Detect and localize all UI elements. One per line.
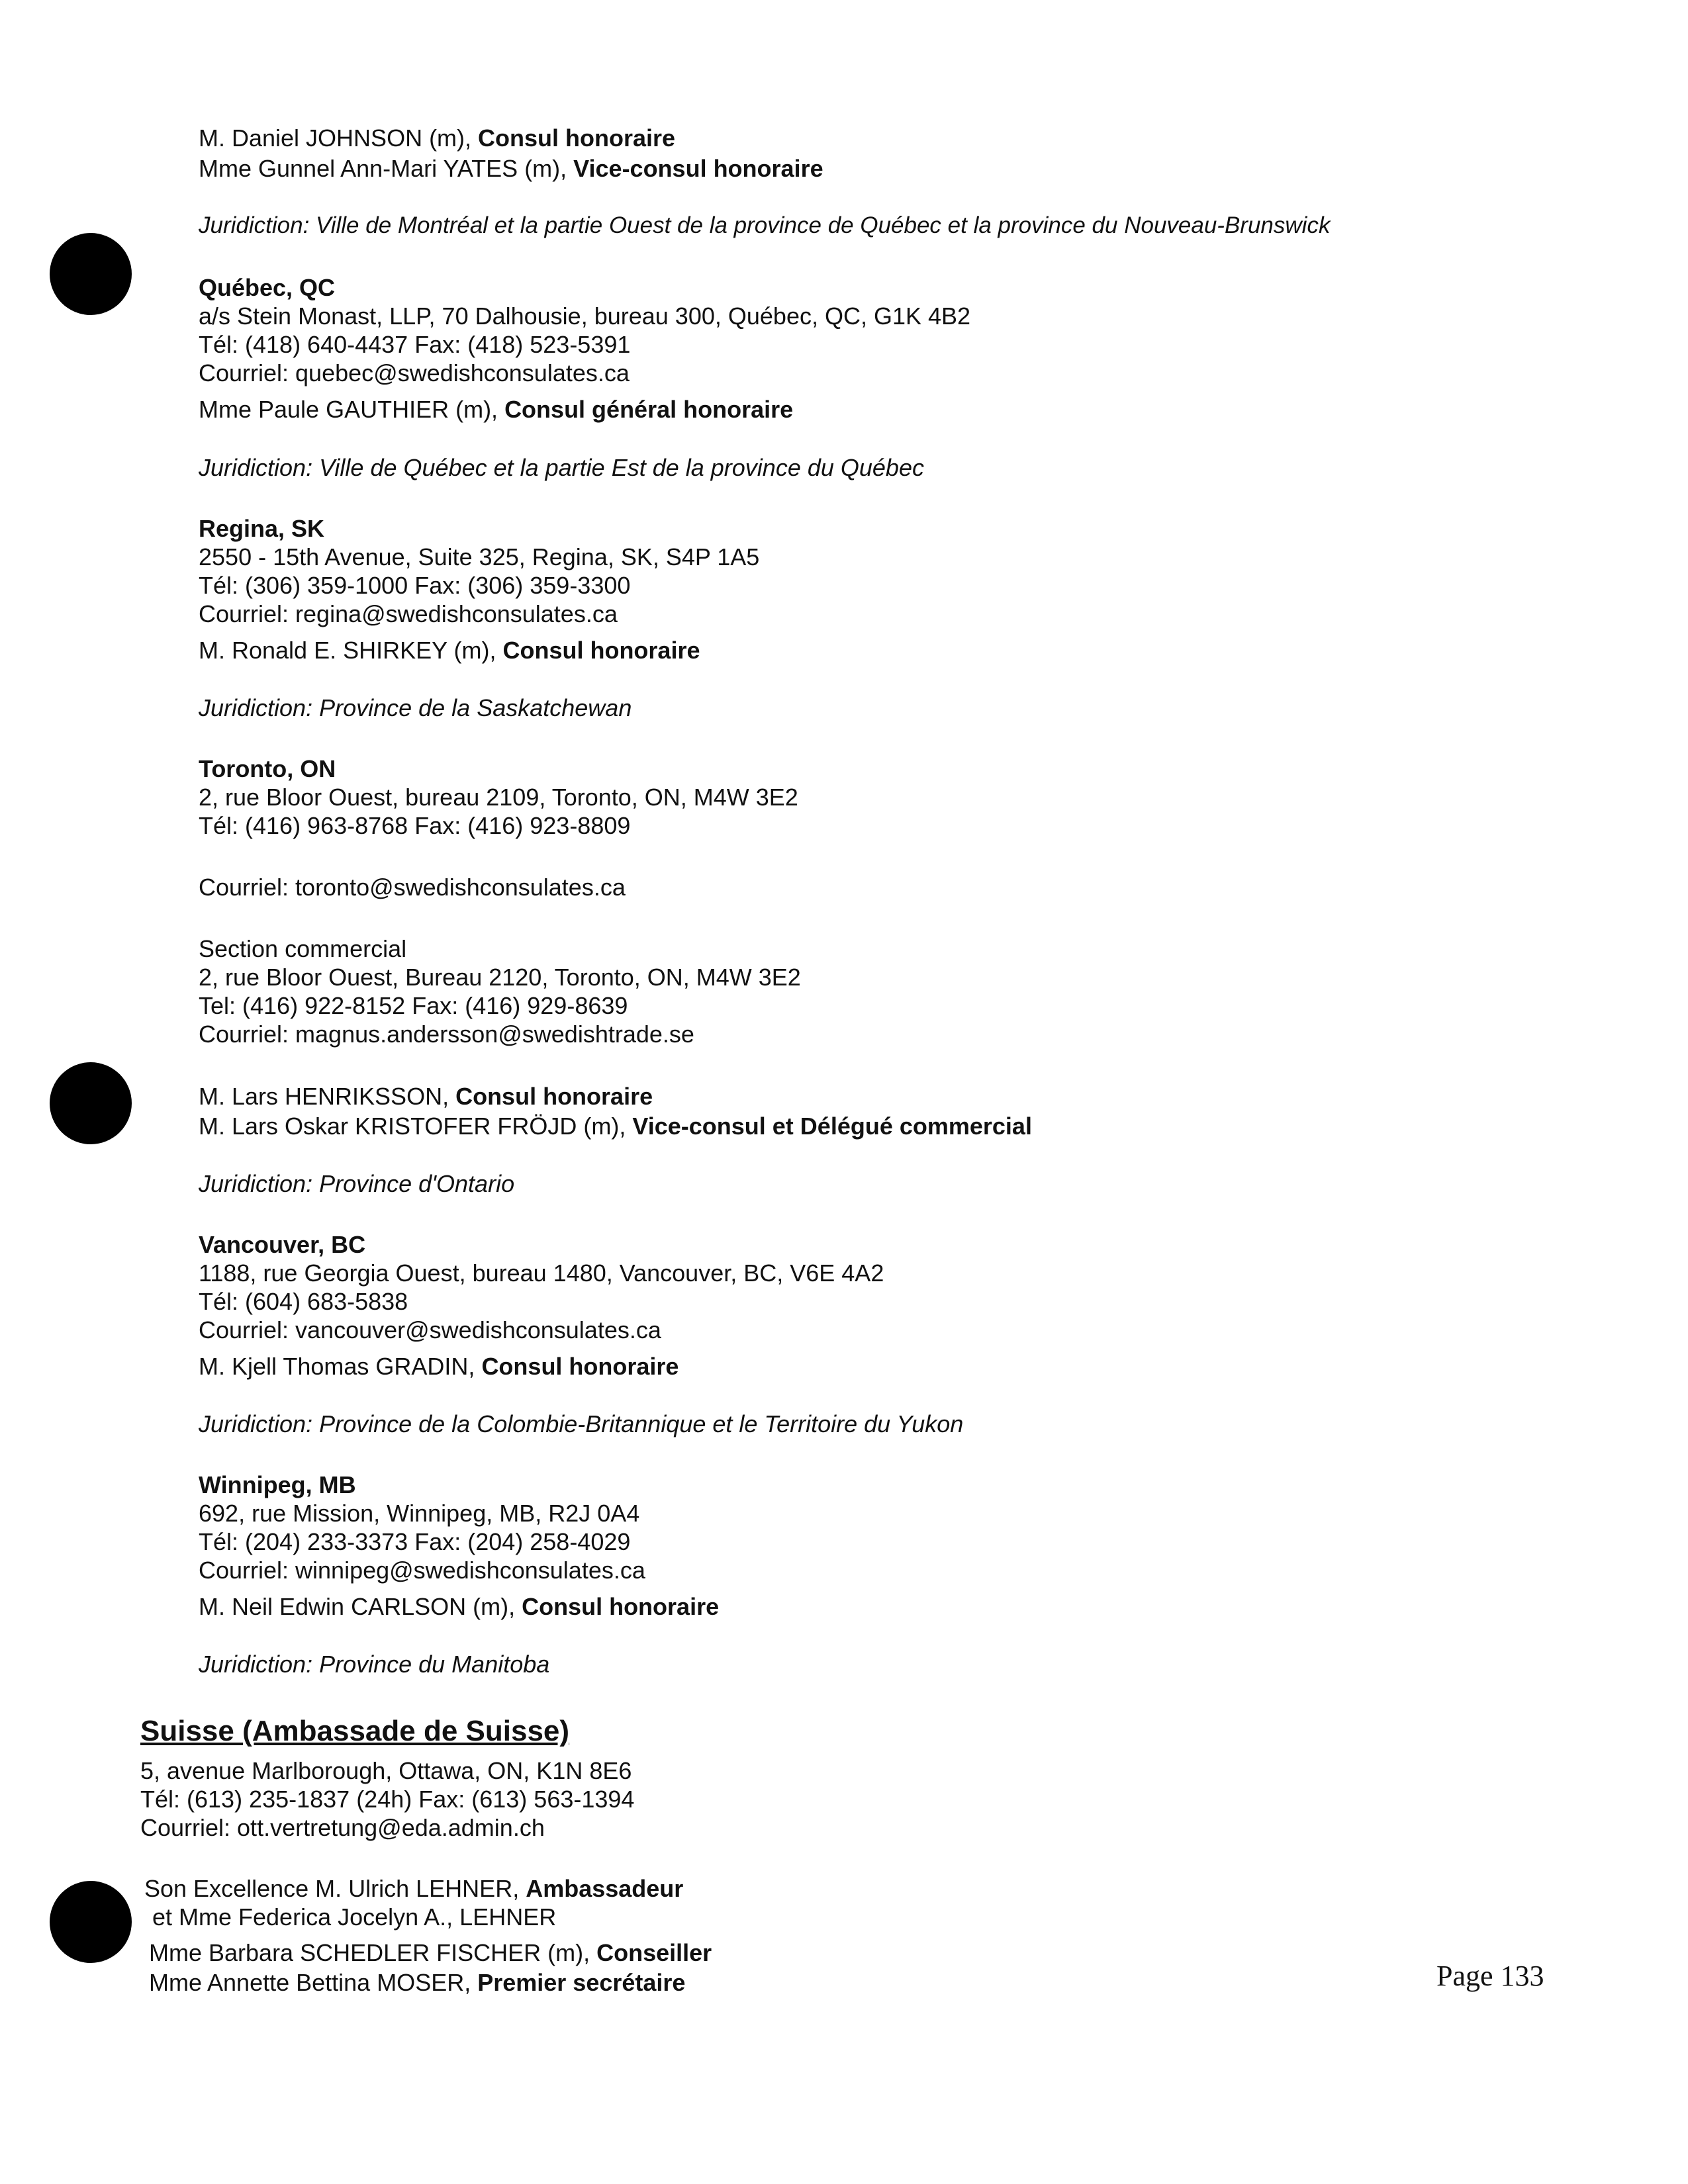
toronto-jurisdiction: Juridiction: Province d'Ontario: [199, 1170, 515, 1197]
winnipeg-city: Winnipeg, MB: [199, 1471, 356, 1498]
toronto-email: Courriel: toronto@swedishconsulates.ca: [199, 874, 626, 901]
vancouver-phone: Tél: (604) 683-5838: [199, 1288, 408, 1315]
vancouver-address: 1188, rue Georgia Ouest, bureau 1480, Vancouver, BC, V6E 4A2: [199, 1259, 884, 1287]
quebec-email: Courriel: quebec@swedishconsulates.ca: [199, 359, 630, 387]
toronto-commercial-label: Section commercial: [199, 935, 407, 962]
toronto-phone: Tél: (416) 963-8768 Fax: (416) 923-8809: [199, 812, 631, 839]
vancouver-jurisdiction: Juridiction: Province de la Colombie-Britannique et le Territoire du Yukon: [199, 1410, 964, 1437]
quebec-official: Mme Paule GAUTHIER (m), Consul général honoraire: [199, 396, 794, 423]
regina-email: Courriel: regina@swedishconsulates.ca: [199, 600, 618, 627]
quebec-address: a/s Stein Monast, LLP, 70 Dalhousie, bureau 300, Québec, QC, G1K 4B2: [199, 302, 971, 330]
regina-address: 2550 - 15th Avenue, Suite 325, Regina, SK, S4P 1A5: [199, 543, 760, 570]
toronto-commercial-email: Courriel: magnus.andersson@swedishtrade.se: [199, 1021, 694, 1048]
official-frojd: M. Lars Oskar KRISTOFER FRÖJD (m), Vice-consul et Délégué commercial: [199, 1113, 1032, 1140]
quebec-jurisdiction: Juridiction: Ville de Québec et la partie Est de la province du Québec: [199, 454, 924, 481]
switzerland-email: Courriel: ott.vertretung@eda.admin.ch: [140, 1814, 545, 1841]
vancouver-official: M. Kjell Thomas GRADIN, Consul honoraire: [199, 1353, 679, 1380]
toronto-commercial-phone: Tel: (416) 922-8152 Fax: (416) 929-8639: [199, 992, 628, 1019]
regina-city: Regina, SK: [199, 515, 325, 542]
margin-dot-3: [50, 1881, 132, 1963]
quebec-phone: Tél: (418) 640-4437 Fax: (418) 523-5391: [199, 331, 631, 358]
switzerland-phone: Tél: (613) 235-1837 (24h) Fax: (613) 563-1394: [140, 1786, 635, 1813]
vancouver-city: Vancouver, BC: [199, 1231, 366, 1258]
spouse-lehner: et Mme Federica Jocelyn A., LEHNER: [152, 1903, 557, 1931]
official-yates: Mme Gunnel Ann-Mari YATES (m), Vice-consul honoraire: [199, 155, 823, 182]
toronto-city: Toronto, ON: [199, 755, 336, 782]
section-title-switzerland: Suisse (Ambassade de Suisse): [140, 1715, 570, 1747]
margin-dot-2: [50, 1062, 132, 1144]
regina-jurisdiction: Juridiction: Province de la Saskatchewan: [199, 694, 632, 721]
switzerland-address: 5, avenue Marlborough, Ottawa, ON, K1N 8E6: [140, 1757, 632, 1784]
winnipeg-official: M. Neil Edwin CARLSON (m), Consul honoraire: [199, 1593, 720, 1620]
winnipeg-address: 692, rue Mission, Winnipeg, MB, R2J 0A4: [199, 1500, 640, 1527]
quebec-city: Québec, QC: [199, 274, 336, 301]
page-number: Page 133: [1436, 1960, 1544, 1992]
winnipeg-email: Courriel: winnipeg@swedishconsulates.ca: [199, 1557, 645, 1584]
official-johnson: M. Daniel JOHNSON (m), Consul honoraire: [199, 124, 676, 152]
official-schedler-fischer: Mme Barbara SCHEDLER FISCHER (m), Conseiller: [149, 1939, 712, 1966]
official-lehner: Son Excellence M. Ulrich LEHNER, Ambassadeur: [144, 1875, 684, 1902]
official-henriksson: M. Lars HENRIKSSON, Consul honoraire: [199, 1083, 653, 1110]
toronto-address: 2, rue Bloor Ouest, bureau 2109, Toronto, ON, M4W 3E2: [199, 784, 798, 811]
regina-phone: Tél: (306) 359-1000 Fax: (306) 359-3300: [199, 572, 631, 599]
vancouver-email: Courriel: vancouver@swedishconsulates.ca: [199, 1316, 661, 1343]
montreal-jurisdiction: Juridiction: Ville de Montréal et la partie Ouest de la province de Québec et la province du Nouveau-Brunswick: [199, 212, 1331, 238]
margin-dot-1: [50, 233, 132, 315]
winnipeg-phone: Tél: (204) 233-3373 Fax: (204) 258-4029: [199, 1528, 631, 1555]
official-moser: Mme Annette Bettina MOSER, Premier secrétaire: [149, 1969, 686, 1996]
toronto-commercial-address: 2, rue Bloor Ouest, Bureau 2120, Toronto, ON, M4W 3E2: [199, 964, 801, 991]
regina-official: M. Ronald E. SHIRKEY (m), Consul honoraire: [199, 637, 700, 664]
winnipeg-jurisdiction: Juridiction: Province du Manitoba: [199, 1651, 550, 1678]
